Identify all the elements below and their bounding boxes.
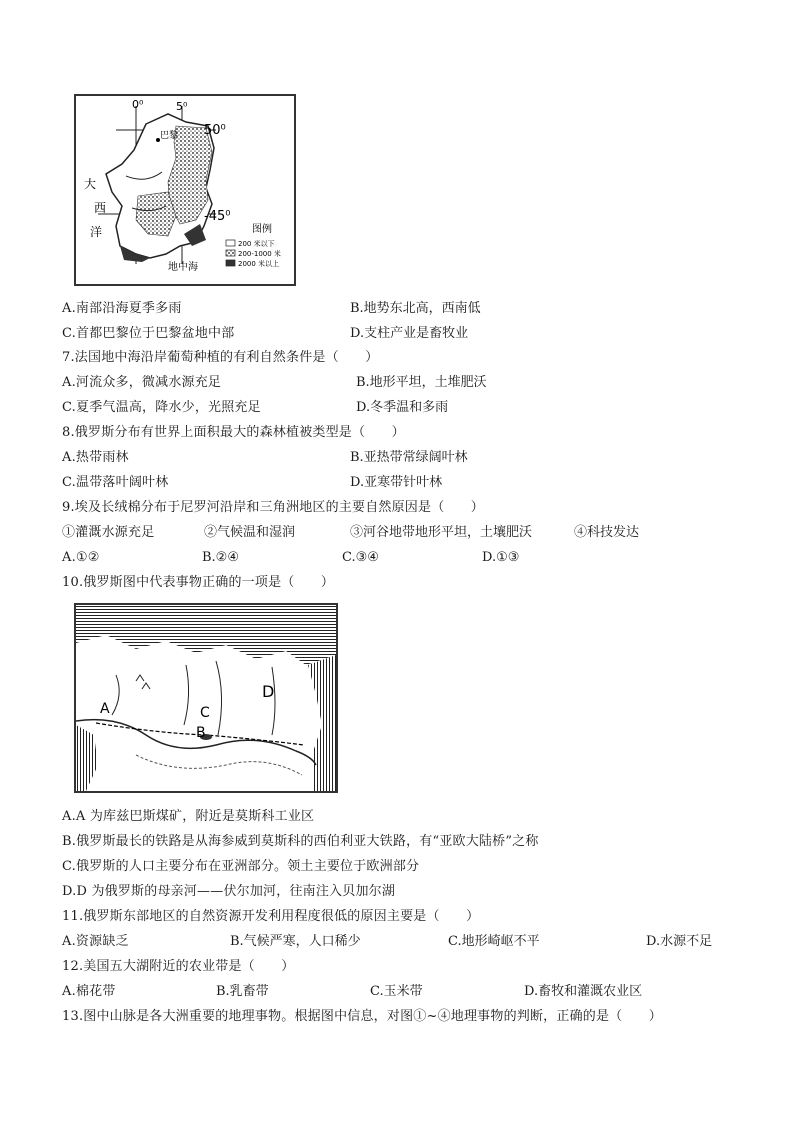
q11-option-d: D.水源不足 xyxy=(646,934,713,949)
lat50-label: 50⁰ xyxy=(204,123,226,138)
q7-option-b: B.地形平坦，土堆肥沃 xyxy=(356,375,487,390)
q9-statement-2: ②气候温和湿润 xyxy=(204,525,296,540)
lon0-label: 0⁰ xyxy=(132,98,144,111)
q6-option-b: B.地势东北高，西南低 xyxy=(350,301,481,316)
q8-stem: 8.俄罗斯分布有世界上面积最大的森林植被类型是（ ） xyxy=(62,425,405,440)
russia-label-a: A xyxy=(100,701,110,717)
france-map xyxy=(74,94,296,286)
q12-option-a: A.棉花带 xyxy=(62,984,116,999)
q12-option-c: C.玉米带 xyxy=(370,984,423,999)
lat45-label: -45⁰ xyxy=(204,209,231,224)
legend-swatch-low xyxy=(226,240,235,246)
russia-label-c: C xyxy=(200,705,210,721)
legend-swatch-high xyxy=(226,260,235,266)
q9-option-d: D.①③ xyxy=(482,550,520,565)
q11-option-a: A.资源缺乏 xyxy=(62,934,129,949)
q6-option-c: C.首都巴黎位于巴黎盆地中部 xyxy=(62,326,235,341)
atlantic-label-2: 西 xyxy=(94,201,107,215)
q9-statement-1: ①灌溉水源充足 xyxy=(62,525,155,540)
lon5-label: 5⁰ xyxy=(176,100,188,113)
q10-option-d: D.D 为俄罗斯的母亲河——伏尔加河，往南注入贝加尔湖 xyxy=(62,884,396,899)
france-map-svg xyxy=(76,96,294,284)
q7-option-a: A.河流众多，微减水源充足 xyxy=(62,375,222,390)
russia-label-d: D xyxy=(262,682,275,701)
q11-stem: 11.俄罗斯东部地区的自然资源开发利用程度很低的原因主要是（ ） xyxy=(62,909,480,924)
q7-stem: 7.法国地中海沿岸葡萄种植的有利自然条件是（ ） xyxy=(62,350,379,365)
q10-option-b: B.俄罗斯最长的铁路是从海参威到莫斯科的西伯利亚大铁路，有“亚欧大陆桥”之称 xyxy=(62,834,539,849)
q9-option-a: A.①② xyxy=(62,550,100,565)
legend-title: 图例 xyxy=(252,224,272,235)
med-label: 地中海 xyxy=(168,262,198,273)
legend-label-high: 2000 米以上 xyxy=(238,260,280,268)
q8-option-c: C.温带落叶阔叶林 xyxy=(62,475,169,490)
paris-label: 巴黎 xyxy=(160,131,179,141)
q11-option-b: B.气候严寒，人口稀少 xyxy=(230,934,361,949)
atlantic-label-1: 大 xyxy=(84,177,97,191)
q11-option-c: C.地形崎岖不平 xyxy=(448,934,540,949)
russia-label-b: B xyxy=(196,725,206,741)
q8-option-d: D.亚寒带针叶林 xyxy=(350,475,443,490)
q7-option-c: C.夏季气温高，降水少，光照充足 xyxy=(62,400,261,415)
q12-stem: 12.美国五大湖附近的农业带是（ ） xyxy=(62,959,295,974)
legend-label-low: 200 米以下 xyxy=(238,240,275,248)
legend-swatch-mid xyxy=(226,250,235,256)
russia-map xyxy=(74,603,338,793)
q9-statement-4: ④科技发达 xyxy=(574,525,640,540)
q7-option-d: D.冬季温和多雨 xyxy=(356,400,449,415)
q10-option-c: C.俄罗斯的人口主要分布在亚洲部分。领土主要位于欧洲部分 xyxy=(62,859,420,874)
legend-label-mid: 200-1000 米 xyxy=(238,250,281,258)
q8-option-a: A.热带雨林 xyxy=(62,450,129,465)
q9-stem: 9.埃及长绒棉分布于尼罗河沿岸和三角洲地区的主要自然原因是（ ） xyxy=(62,500,485,515)
q12-option-d: D.畜牧和灌溉农业区 xyxy=(524,984,643,999)
russia-map-svg xyxy=(76,605,336,791)
q13-stem: 13.图中山脉是各大洲重要的地理事物。根据图中信息，对图①~④地理事物的判断，正确的是（ ） xyxy=(62,1009,662,1024)
q9-option-b: B.②④ xyxy=(202,550,239,565)
q6-option-d: D.支柱产业是畜牧业 xyxy=(350,326,469,341)
q12-option-b: B.乳畜带 xyxy=(216,984,269,999)
q8-option-b: B.亚热带常绿阔叶林 xyxy=(350,450,468,465)
q6-option-a: A.南部沿海夏季多雨 xyxy=(62,301,182,316)
atlantic-label-3: 洋 xyxy=(90,225,103,239)
q9-option-c: C.③④ xyxy=(342,550,379,565)
q10-option-a: A.A 为库兹巴斯煤矿，附近是莫斯科工业区 xyxy=(62,809,315,824)
q9-statement-3: ③河谷地带地形平坦，土壤肥沃 xyxy=(350,525,533,540)
q10-stem: 10.俄罗斯图中代表事物正确的一项是（ ） xyxy=(62,575,335,590)
